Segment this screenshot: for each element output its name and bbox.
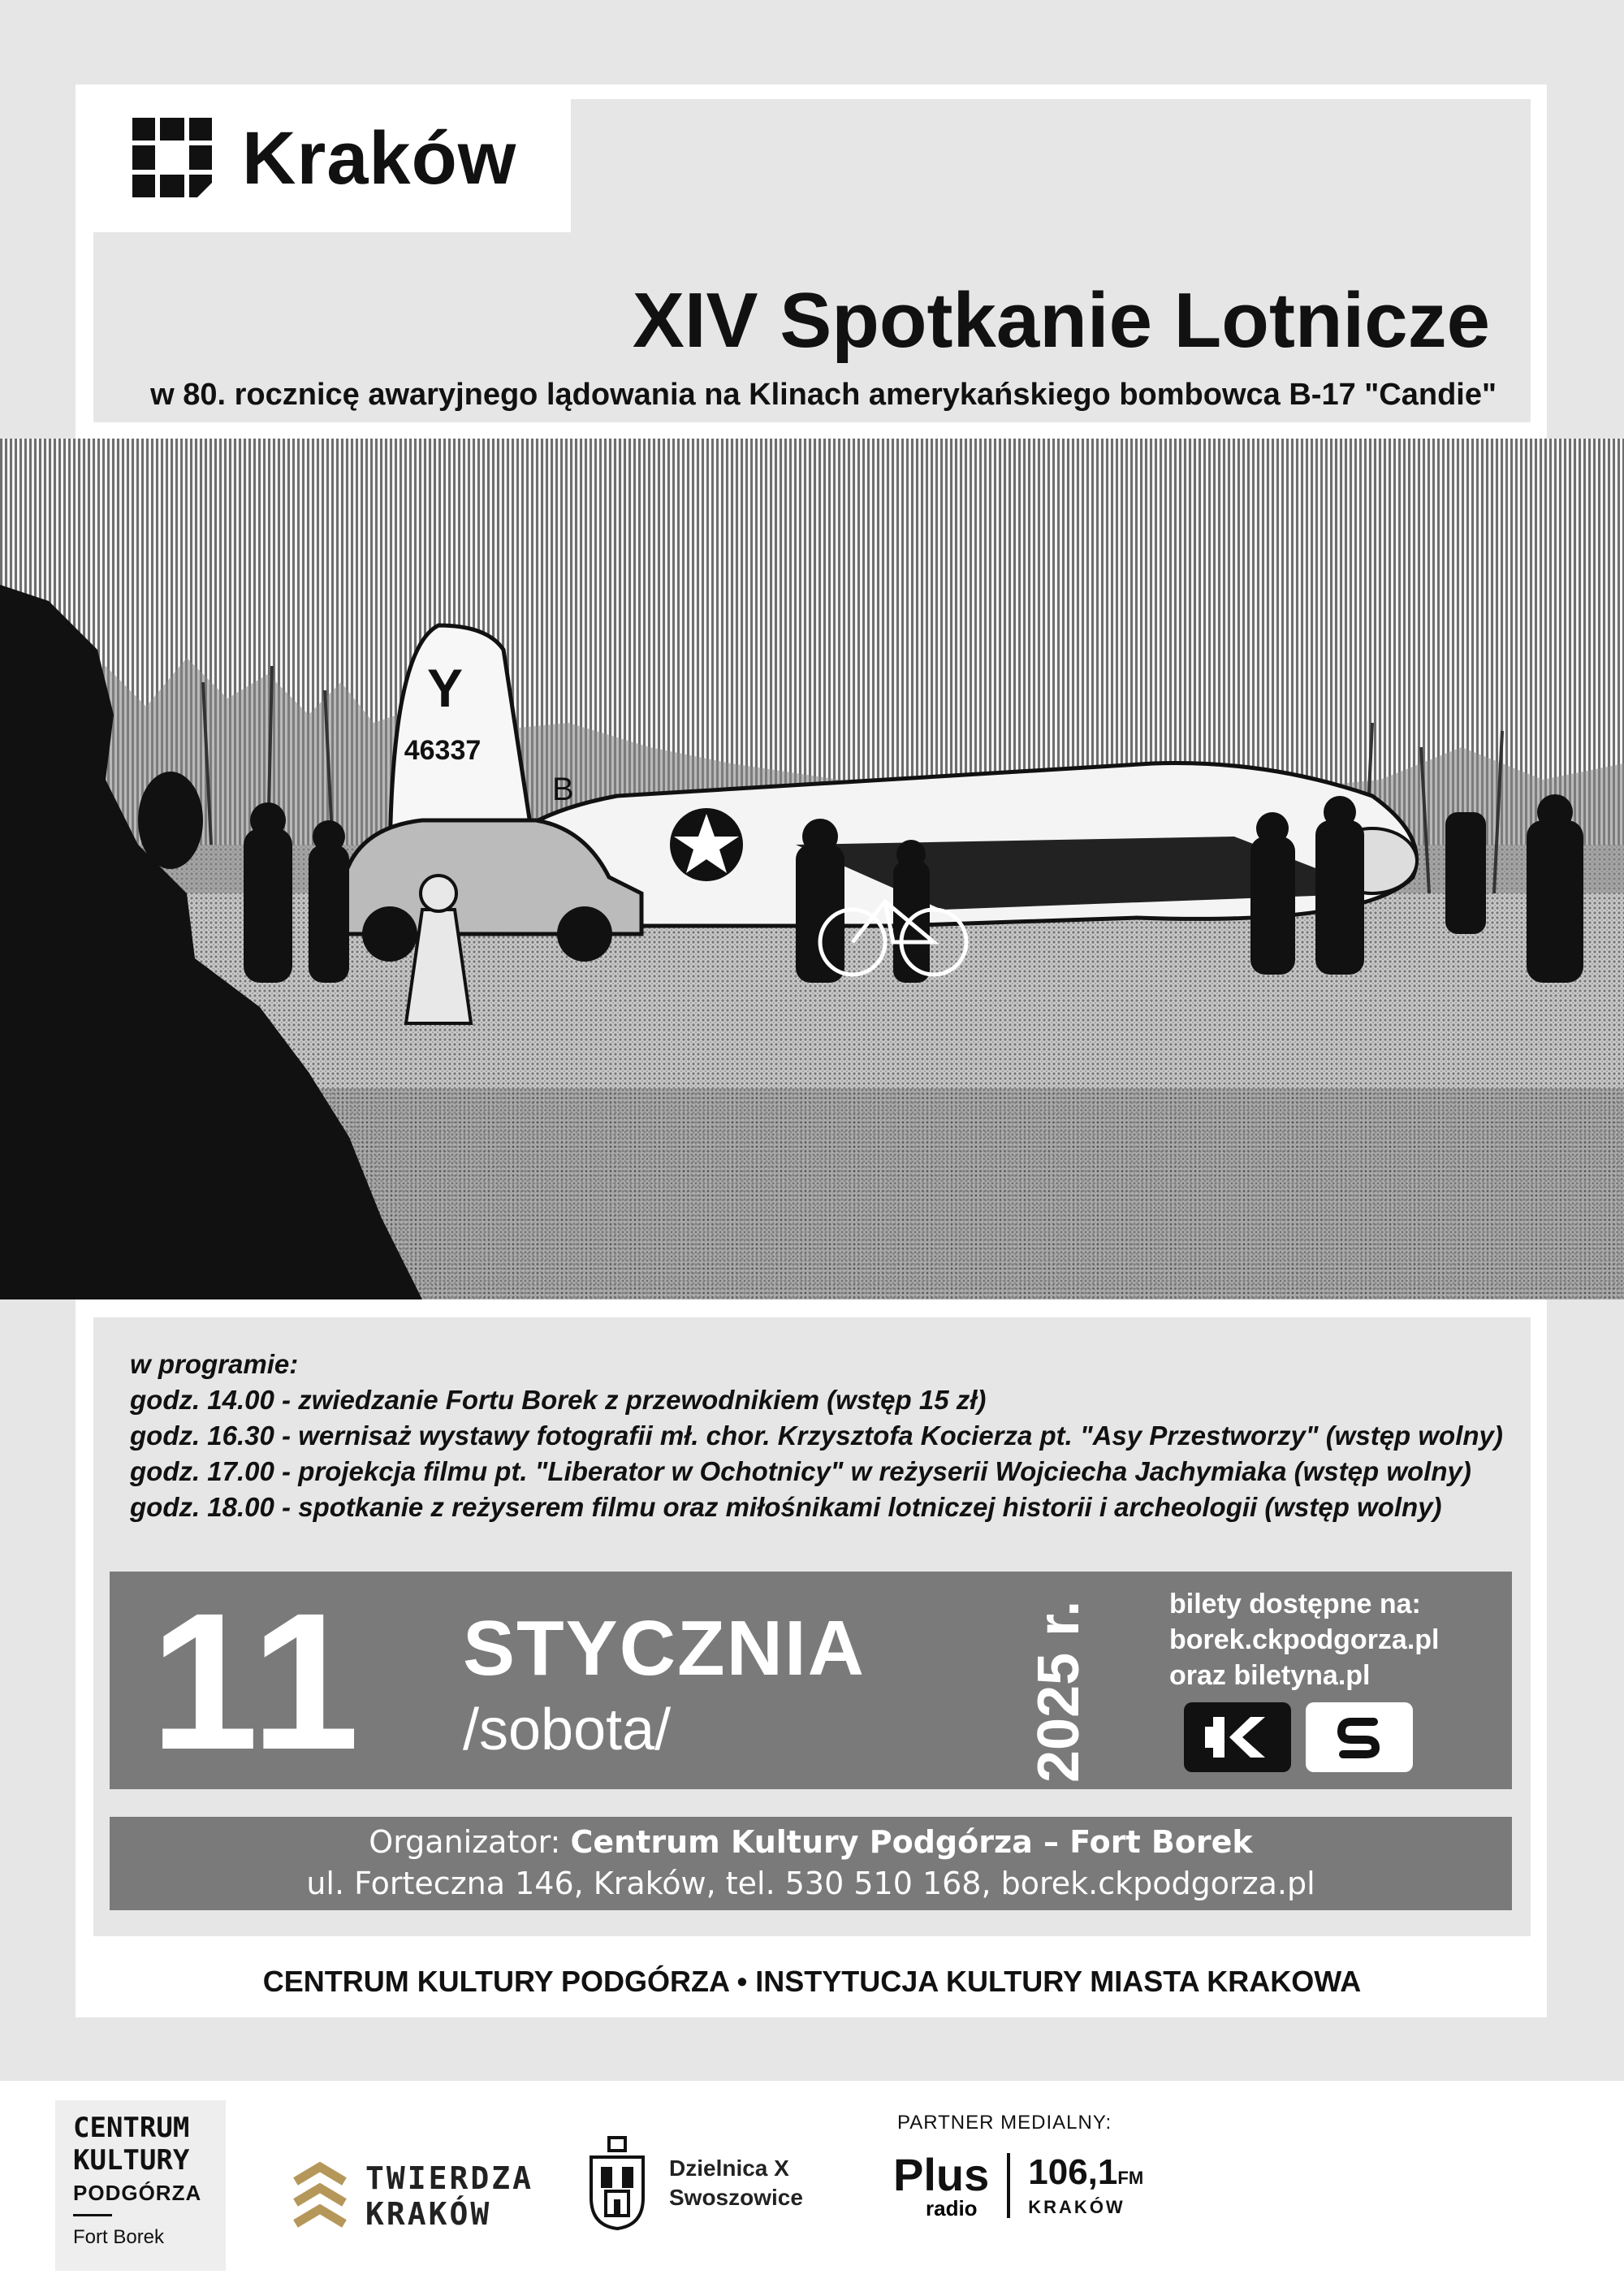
ckp-partner-logo [73, 2112, 201, 2254]
twierdza-chevrons-icon [292, 2162, 348, 2230]
date-year: 2025 r. [1026, 1600, 1091, 1783]
dzielnica-line2: Swoszowice [669, 2185, 803, 2210]
institution-line: CENTRUM KULTURY PODGÓRZA • INSTYTUCJA KULTURY MIASTA KRAKOWA [262, 1965, 1362, 1998]
partners-strip [0, 2081, 1624, 2296]
program-heading: w programie: [130, 1349, 299, 1379]
radio-plus-name: Plus [893, 2149, 990, 2200]
date-weekday: /sobota/ [463, 1697, 672, 1762]
fuselage-letter: B [552, 772, 574, 807]
fm-city: KRAKÓW [1028, 2196, 1125, 2217]
organizer-label: Organizator: [369, 1824, 561, 1860]
program-list [130, 1347, 1503, 1525]
media-partner-logos [893, 2149, 1144, 2220]
biletyna-s-logo-icon [1306, 1702, 1413, 1772]
media-partner-label: PARTNER MEDIALNY: [897, 2112, 1112, 2134]
organizer-box [110, 1817, 1512, 1910]
ckp-k-logo-icon [1184, 1702, 1291, 1772]
b17-landing-photo [0, 439, 1624, 1299]
ckp-logo-divider [73, 2214, 112, 2216]
tickets-info [1169, 1586, 1440, 1693]
tickets-link-biletyna[interactable]: oraz biletyna.pl [1169, 1660, 1371, 1691]
program-item: godz. 18.00 - spotkanie z reżyserem filmu oraz miłośnikami lotniczej historii i archeologii (wstęp wolny) [130, 1492, 1442, 1522]
krakow-logo-icon [132, 118, 212, 197]
radio-plus-logo [893, 2149, 990, 2220]
twierdza-line1: TWIERDZA [365, 2160, 534, 2196]
program-item: godz. 17.00 - projekcja filmu pt. "Liberator w Ochotnicy" w reżyserii Wojciecha Jachymiaka (wstęp wolny) [130, 1456, 1471, 1486]
ticket-logos [1184, 1702, 1413, 1772]
event-title: XIV Spotkanie Lotnicze [632, 277, 1490, 364]
ckp-logo-line2: KULTURY [73, 2144, 190, 2177]
ckp-logo-line4: Fort Borek [73, 2226, 165, 2248]
program-item: godz. 16.30 - wernisaż wystawy fotografii mł. chor. Krzysztofa Kocierza pt. "Asy Przestworzy" (wstęp wolny) [130, 1420, 1503, 1451]
dzielnica-partner-logo [585, 2134, 803, 2232]
organizer-address: ul. Forteczna 146, Kraków, tel. 530 510 168, borek.ckpodgorza.pl [306, 1866, 1315, 1901]
radio-fm-logo [1028, 2151, 1144, 2218]
serial-number: 46337 [404, 735, 482, 766]
ckp-logo-line3: PODGÓRZA [73, 2181, 202, 2205]
twierdza-line2: KRAKÓW [365, 2196, 492, 2232]
event-subtitle: w 80. rocznicę awaryjnego lądowania na Klinach amerykańskiego bombowca B-17 "Candie" [150, 378, 1497, 412]
tickets-link-borek[interactable]: borek.ckpodgorza.pl [1169, 1624, 1440, 1655]
tail-letter: Y [426, 658, 464, 718]
radio-plus-sub: radio [926, 2196, 978, 2220]
fm-frequency: 106,1 [1028, 2151, 1118, 2192]
tickets-label: bilety dostępne na: [1169, 1589, 1421, 1619]
twierdza-partner-logo [292, 2160, 533, 2232]
ckp-logo-line1: CENTRUM [73, 2112, 190, 2144]
fm-unit: FM [1117, 2167, 1144, 2188]
krakow-coat-of-arms-icon [585, 2134, 650, 2232]
krakow-logo-text: Kraków [242, 117, 517, 200]
date-month: STYCZNIA [463, 1605, 866, 1692]
dzielnica-line1: Dzielnica X [669, 2155, 789, 2181]
media-divider [1007, 2153, 1010, 2218]
date-day-number: 11 [150, 1572, 363, 1790]
organizer-name: Centrum Kultury Podgórza – Fort Borek [570, 1824, 1253, 1860]
program-item: godz. 14.00 - zwiedzanie Fortu Borek z przewodnikiem (wstęp 15 zł) [130, 1385, 987, 1415]
